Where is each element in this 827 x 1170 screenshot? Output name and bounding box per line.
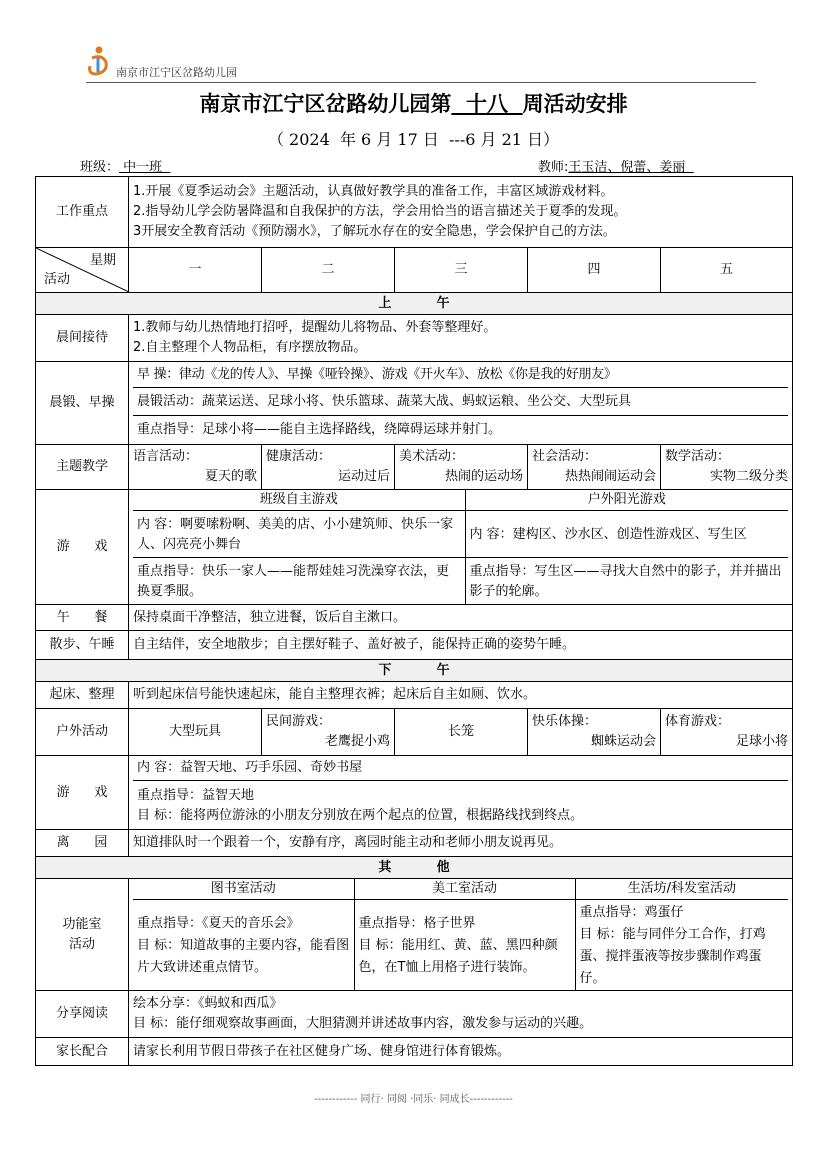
work-focus-line: 2.指导幼儿学会防暑降温和自我保护的方法，学会用恰当的语言描述关于夏季的发现。 <box>133 204 627 219</box>
date-range: （ 2024 年 6 月 17 日 ---6 月 21 日） <box>267 130 560 149</box>
page-title <box>0 88 827 118</box>
afternoon-games-focus <box>133 781 788 830</box>
afternoon-games-line: 重点指导：益智天地 <box>137 788 255 803</box>
parents-label: 家长配合 <box>36 1038 129 1066</box>
outdoor-value: 蜘蛛运动会 <box>590 734 656 749</box>
title-suffix: 周活动安排 <box>522 91 628 116</box>
theme-teaching-label: 主题教学 <box>36 445 129 490</box>
header-divider <box>86 82 756 83</box>
outdoor-value: 老鹰捉小鸡 <box>324 734 390 749</box>
weekday-friday: 五 <box>661 248 793 293</box>
teacher-label: 教师: <box>538 160 569 175</box>
weekday-wednesday: 三 <box>395 248 528 293</box>
lunch-row <box>36 605 793 631</box>
activity-label: 活动 <box>44 272 71 287</box>
wake-content: 听到起床信号能快速起床，能自主整理衣裤；起床后自主如厕、饮水。 <box>129 682 793 709</box>
afternoon-games-line: 目 标：能将两位游泳的小朋友分别放在两个起点的位置，根据路线找到终点。 <box>137 808 584 823</box>
theme-value: 运动过后 <box>337 469 390 484</box>
header-logo-text: 南京市江宁区岔路幼儿园 <box>116 66 237 79</box>
morning-section-header: 上 午 <box>36 293 793 315</box>
title-week-number: 十八 <box>451 91 523 116</box>
class-value: 中一班 <box>119 160 171 175</box>
teacher-value: 王玉洁、倪蕾、姜丽 <box>568 160 694 175</box>
life-room-activity-title: 生活坊/科发室活动 <box>575 879 788 900</box>
lunch-label: 午 餐 <box>36 605 129 631</box>
parents-row <box>36 1038 793 1066</box>
weekly-schedule-table <box>35 176 793 1066</box>
theme-health-cell <box>262 445 395 490</box>
function-room-label-line: 功能室 <box>62 916 102 932</box>
class-game-focus: 重点指导：快乐一家人——能帮娃娃习洗澡穿衣法，更换夏季服。 <box>133 558 465 605</box>
reading-row <box>36 991 793 1038</box>
morning-games-label: 游 戏 <box>36 490 129 605</box>
nap-content: 自主结伴，安全地散步；自主摆好鞋子、盖好被子，能保持正确的姿势午睡。 <box>129 631 793 660</box>
library-line: 目 标：知道故事的主要内容，能看图片大致讲述重点情节。 <box>137 938 350 975</box>
theme-value: 热热闹闹运动会 <box>564 469 656 484</box>
outdoor-gym-cell <box>528 709 661 756</box>
reception-label: 晨间接待 <box>36 315 129 362</box>
life-room-line: 重点指导：鸡蛋仔 <box>579 905 684 920</box>
art-room-activity-content <box>354 900 575 991</box>
library-activity-content <box>133 900 354 991</box>
exercise-line: 早 操：律动《龙的传人》、早操《哑铃操》、游戏《开火车》、放松《你是我的好朋友》 <box>137 367 617 382</box>
outdoor-large-toys-cell: 大型玩具 <box>129 709 262 756</box>
afternoon-games-row <box>36 756 793 830</box>
outdoor-activity-label: 户外活动 <box>36 709 129 756</box>
exercise-label: 晨锻、早操 <box>36 362 129 445</box>
weekday-header-row <box>36 248 793 293</box>
function-room-label-line: 活动 <box>68 936 95 952</box>
nap-row <box>36 631 793 660</box>
art-room-activity-title: 美工室活动 <box>354 879 575 900</box>
wake-row <box>36 682 793 709</box>
theme-value: 夏天的歌 <box>204 469 257 484</box>
theme-name: 语言活动： <box>133 449 199 464</box>
outdoor-value: 足球小将 <box>736 734 789 749</box>
reading-label: 分享阅读 <box>36 991 129 1038</box>
exercise-row <box>36 362 793 445</box>
outdoor-name: 体育游戏： <box>665 714 731 729</box>
outdoor-folk-game-cell <box>262 709 395 756</box>
life-room-line: 目 标：能与同伴分工合作，打鸡蛋、搅拌蛋液等按步骤制作鸡蛋仔。 <box>579 927 766 986</box>
leave-content: 知道排队时一个跟着一个，安静有序，离园时能主动和老师小朋友说再见。 <box>129 830 793 857</box>
reception-row <box>36 315 793 362</box>
outdoor-sports-cell <box>661 709 793 756</box>
theme-name: 美术活动： <box>399 449 465 464</box>
leave-label: 离 园 <box>36 830 129 857</box>
title-prefix: 南京市江宁区岔路幼儿园第 <box>199 91 452 116</box>
exercise-line: 重点指导：足球小将——能自主选择路线，绕障碍运球并射门。 <box>133 416 788 445</box>
outdoor-game-content: 内 容：建构区、沙水区、创造性游戏区、写生区 <box>465 511 788 558</box>
weekday-monday: 一 <box>129 248 262 293</box>
theme-math-cell <box>661 445 793 490</box>
theme-art-cell <box>395 445 528 490</box>
weekday-diagonal-header <box>36 248 129 293</box>
reception-line: 2.自主整理个人物品柜，有序摆放物品。 <box>133 340 367 355</box>
weekday-tuesday: 二 <box>262 248 395 293</box>
class-info <box>80 156 170 175</box>
outdoor-game-title: 户外阳光游戏 <box>465 490 788 511</box>
art-room-line: 目 标：能用红、黄、蓝、黑四种颜色，在T恤上用格子进行装饰。 <box>358 938 558 975</box>
theme-name: 数学活动： <box>665 449 731 464</box>
morning-games-row <box>36 490 793 605</box>
kindergarten-logo-icon <box>86 44 116 78</box>
outdoor-name: 快乐体操： <box>532 714 598 729</box>
afternoon-games-content <box>129 756 793 830</box>
nap-label: 散步、午睡 <box>36 631 129 660</box>
afternoon-games-label: 游 戏 <box>36 756 129 830</box>
leave-row <box>36 830 793 857</box>
work-focus-row <box>36 177 793 248</box>
library-activity-title: 图书室活动 <box>210 881 276 896</box>
outdoor-game-focus: 重点指导：写生区——寻找大自然中的影子，并并描出影子的轮廓。 <box>465 558 788 605</box>
teacher-info <box>538 156 694 175</box>
class-label: 班级： <box>80 160 120 175</box>
art-room-line: 重点指导：格子世界 <box>358 916 476 931</box>
wake-label: 起床、整理 <box>36 682 129 709</box>
afternoon-section-header: 下 午 <box>36 660 793 682</box>
work-focus-line: 3开展安全教育活动《预防溺水》，了解玩水存在的安全隐患，学会保护自己的方法。 <box>133 224 616 239</box>
theme-language-cell <box>129 445 262 490</box>
function-room-content <box>129 879 793 991</box>
work-focus-content <box>129 177 793 248</box>
work-focus-line: 1.开展《夏季运动会》主题活动，认真做好教学具的准备工作，丰富区域游戏材料。 <box>133 184 614 199</box>
weekday-thursday: 四 <box>528 248 661 293</box>
theme-social-cell <box>528 445 661 490</box>
exercise-content <box>129 362 793 445</box>
outdoor-activity-row <box>36 709 793 756</box>
page-footer: ------------ 同行· 同阅 ·同乐· 同成长------------ <box>314 1094 513 1105</box>
library-line: 重点指导：《夏天的音乐会》 <box>137 916 300 931</box>
reading-content <box>129 991 793 1038</box>
reception-line: 1.教师与幼儿热情地打招呼，提醒幼儿将物品、外套等整理好。 <box>133 320 497 335</box>
exercise-line: 晨锻活动：蔬菜运送、足球小将、快乐篮球、蔬菜大战、蚂蚁运粮、坐公交、大型玩具 <box>133 388 788 416</box>
function-room-row <box>36 879 793 991</box>
afternoon-games-line: 内 容：益智天地、巧手乐园、奇妙书屋 <box>137 760 363 775</box>
reading-line: 目 标：能仔细观察故事画面，大胆猜测并讲述故事内容，激发参与运动的兴趣。 <box>133 1016 593 1031</box>
reception-content <box>129 315 793 362</box>
class-game-content: 内 容：啊要嗦粉啊、美美的店、小小建筑师、快乐一家人、闪亮亮小舞台 <box>133 511 465 558</box>
class-game-title: 班级自主游戏 <box>259 492 338 507</box>
work-focus-label: 工作重点 <box>36 177 129 248</box>
outdoor-name: 民间游戏： <box>266 714 332 729</box>
parents-content: 请家长利用节假日带孩子在社区健身广场、健身馆进行体育锻炼。 <box>129 1038 793 1066</box>
page-header <box>86 44 756 84</box>
life-room-activity-content <box>575 900 788 991</box>
other-section-header: 其 他 <box>36 857 793 879</box>
theme-value: 热闹的运动场 <box>444 469 523 484</box>
function-room-label <box>36 879 129 991</box>
theme-name: 社会活动： <box>532 449 598 464</box>
theme-name: 健康活动： <box>266 449 332 464</box>
theme-value: 实物二级分类 <box>710 469 789 484</box>
week-label: 星期 <box>89 253 116 268</box>
lunch-content: 保持桌面干净整洁，独立进餐，饭后自主漱口。 <box>129 605 793 631</box>
outdoor-cage-cell: 长笼 <box>395 709 528 756</box>
reading-line: 绘本分享：《蚂蚁和西瓜》 <box>133 996 283 1011</box>
morning-games-content <box>129 490 793 605</box>
theme-teaching-row <box>36 445 793 490</box>
